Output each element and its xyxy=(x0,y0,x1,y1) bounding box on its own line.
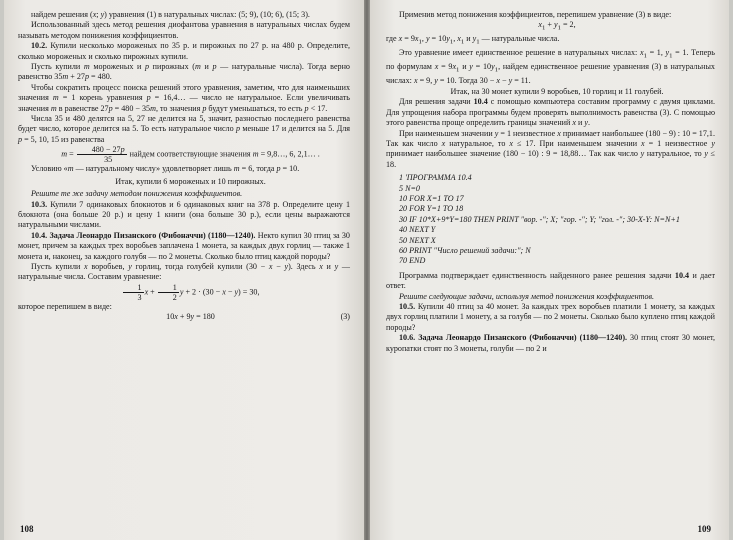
left-page xyxy=(4,0,364,540)
program-line: 60 PRINT "Число решений задачи:"; N xyxy=(399,245,531,255)
program-line: 5 N=0 xyxy=(399,183,420,193)
program-line: 10 FOR X=1 TO 17 xyxy=(399,193,464,203)
instruction: Решите следующие задачи, используя метод понижения коэффициентов. xyxy=(399,291,655,301)
paragraph: где $x = 9x_1$, $y = 10y_1$, $x_1$ и $y_1$ — натуральные числа. xyxy=(386,34,560,47)
program-line: 70 END xyxy=(399,256,426,266)
paragraph: Для решения задачи 10.4 с помощью компьютера составим программу с двумя циклами. Для упрощения набора программы будем проверять выполнимость равенства (3). С помощью этого равенства проще определить границы значений x и y. xyxy=(386,97,716,128)
program-line: 50 NEXT X xyxy=(399,235,436,245)
right-page xyxy=(370,0,729,540)
paragraph: которое перепишем в виде: xyxy=(18,301,112,311)
paragraph: Числа 35 и 480 делятся на 5, 27 не делится на 5, значит, разностью последнего равенства будет число, которое делится на 5. То есть натуральное число p меньше 17 и делится на 5. Для p = 5, 10, 15 из равенства xyxy=(18,114,350,144)
program-line: 40 NEXT Y xyxy=(399,225,436,235)
paragraph-task-10-4: 10.4. Задача Леонардо Пизанского (Фибоначчи) (1180—1240). Некто купил 30 птиц за 30 монет, причем за каждых трех воробьев заплачена 1 монета, за каждых двух горлиц — также 1 монета и, наконец, за каждого голубя — по 2 монеты. Сколько было птиц каждой породы? xyxy=(18,230,350,261)
paragraph-task-10-3: 10.3. Купили 7 одинаковых блокнотов и 6 одинаковых книг на 378 р. Определите цену 1 блокнота (она больше 20 р.) и цену 1 книги (она больше 30 р.), если цены выражаются натуральными числами. xyxy=(18,199,350,230)
paragraph-task-10-5: 10.5. Купили 40 птиц за 40 монет. За каждых трех воробьев платили 1 монету, за каждых двух горлиц платили 1 монету, а за голубя — по 2 монеты. Сколько было куплено птиц каждой породы? xyxy=(386,302,715,332)
equation-number: (3) xyxy=(340,312,350,322)
page-number-right: 109 xyxy=(697,524,711,534)
program-line: 1 'ПРОГРАММА 10.4 xyxy=(399,173,472,183)
program-line: 30 IF 10*X+9*Y=180 THEN PRINT "вор. -"; X; "гор. -"; Y; "гол. -"; 30-X-Y: N=N+1 xyxy=(399,214,680,224)
paragraph: Программа подтверждает единственность найденного ранее решения задачи 10.4 и дает ответ. xyxy=(386,270,716,291)
program-line: 20 FOR Y=1 TO 18 xyxy=(399,204,464,214)
formula-m: m = $\frac{480 - 27p}{35}$ найдем соответствующие значения m = 9,8…, 6, 2,1… . xyxy=(61,145,320,165)
paragraph: Это уравнение имеет единственное решение в натуральных числах: $x_1 = 1$, $y_1 = 1$. Теперь по формулам $x = 9x_1$ и $y = 10y_1$, найдем единственное решение уравнения (3) в натуральных числах: x = 9, y = 10. Тогда 30 − x − y = 11. xyxy=(386,48,715,86)
left-page-text-column xyxy=(18,10,350,323)
instruction: Решите те же задачу методом понижения коэффициентов. xyxy=(31,189,243,199)
paragraph: Применив метод понижения коэффициентов, перепишем уравнение (3) в виде: xyxy=(399,10,672,19)
program-listing xyxy=(386,173,715,267)
right-page-text-column xyxy=(386,10,715,354)
formula-reduced: $x_1 + y_1 = 2$, xyxy=(538,20,576,33)
conclusion-10-4: Итак, на 30 монет купили 9 воробьев, 10 горлиц и 11 голубей. xyxy=(450,86,664,96)
formula-3: 10x + 9y = 180 (3) xyxy=(166,312,350,322)
paragraph: Чтобы сократить процесс поиска решений этого уравнения, заметим, что для наименьших значения m = 1 корень уравнения p = 16,4… — число не натуральное. Если увеличивать значения m в равенстве 27p = 480 − 35m, то значения p будут уменьшаться, то есть p < 17. xyxy=(18,82,350,113)
paragraph-task-10-2: 10.2. Купили несколько мороженых по 35 р. и пирожных по 27 р. на 480 р. Определите, сколько мороженых и сколько пирожных купили. xyxy=(18,41,350,61)
conclusion-10-2: Итак, купили 6 мороженых и 10 пирожных. xyxy=(115,176,266,186)
paragraph: При наименьшем значении y = 1 неизвестное x принимает наибольшее (180 − 9) : 10 = 17,1. Так как число x натуральное, то x ≤ 17. При наименьшем значении x = 1 неизвестное y принимает наибольшее значение (180 − 10) : 9 = 18,88… Так как число y натуральное, то y ≤ 18. xyxy=(386,128,715,169)
paragraph-task-10-6: 10.6. Задача Леонардо Пизанского (Фибоначчи) (1180—1240). 30 птиц стоят 30 монет, куропатки стоят по 3 монеты, голуби — по 2 и xyxy=(386,333,715,353)
paragraph: Использованный здесь метод решения диофантова уравнения в натуральных числах будем называть методом понижения коэффициентов. xyxy=(18,20,350,40)
paragraph: Пусть купили x воробьев, y горлиц, тогда голубей купили (30 − x − y). Здесь x и y — натуральные числа. Составим уравнение: xyxy=(18,261,350,282)
formula-birds: $\frac{1}{3}$ x + $\frac{1}{2}$ y + 2 · (30 − x − y) = 30, xyxy=(18,283,350,302)
page-number-left: 108 xyxy=(20,524,34,534)
paragraph: Условию «m — натуральному числу» удовлетворяет лишь m = 6, тогда p = 10. xyxy=(31,164,300,174)
paragraph: Пусть купили m мороженых и p пирожных (m и p — натуральные числа). Тогда верно равенство 35m + 27p = 480. xyxy=(18,62,350,82)
paragraph: найдем решения (x; y) уравнения (1) в натуральных числах: (5; 9), (10; 6), (15; 3). xyxy=(31,10,310,19)
